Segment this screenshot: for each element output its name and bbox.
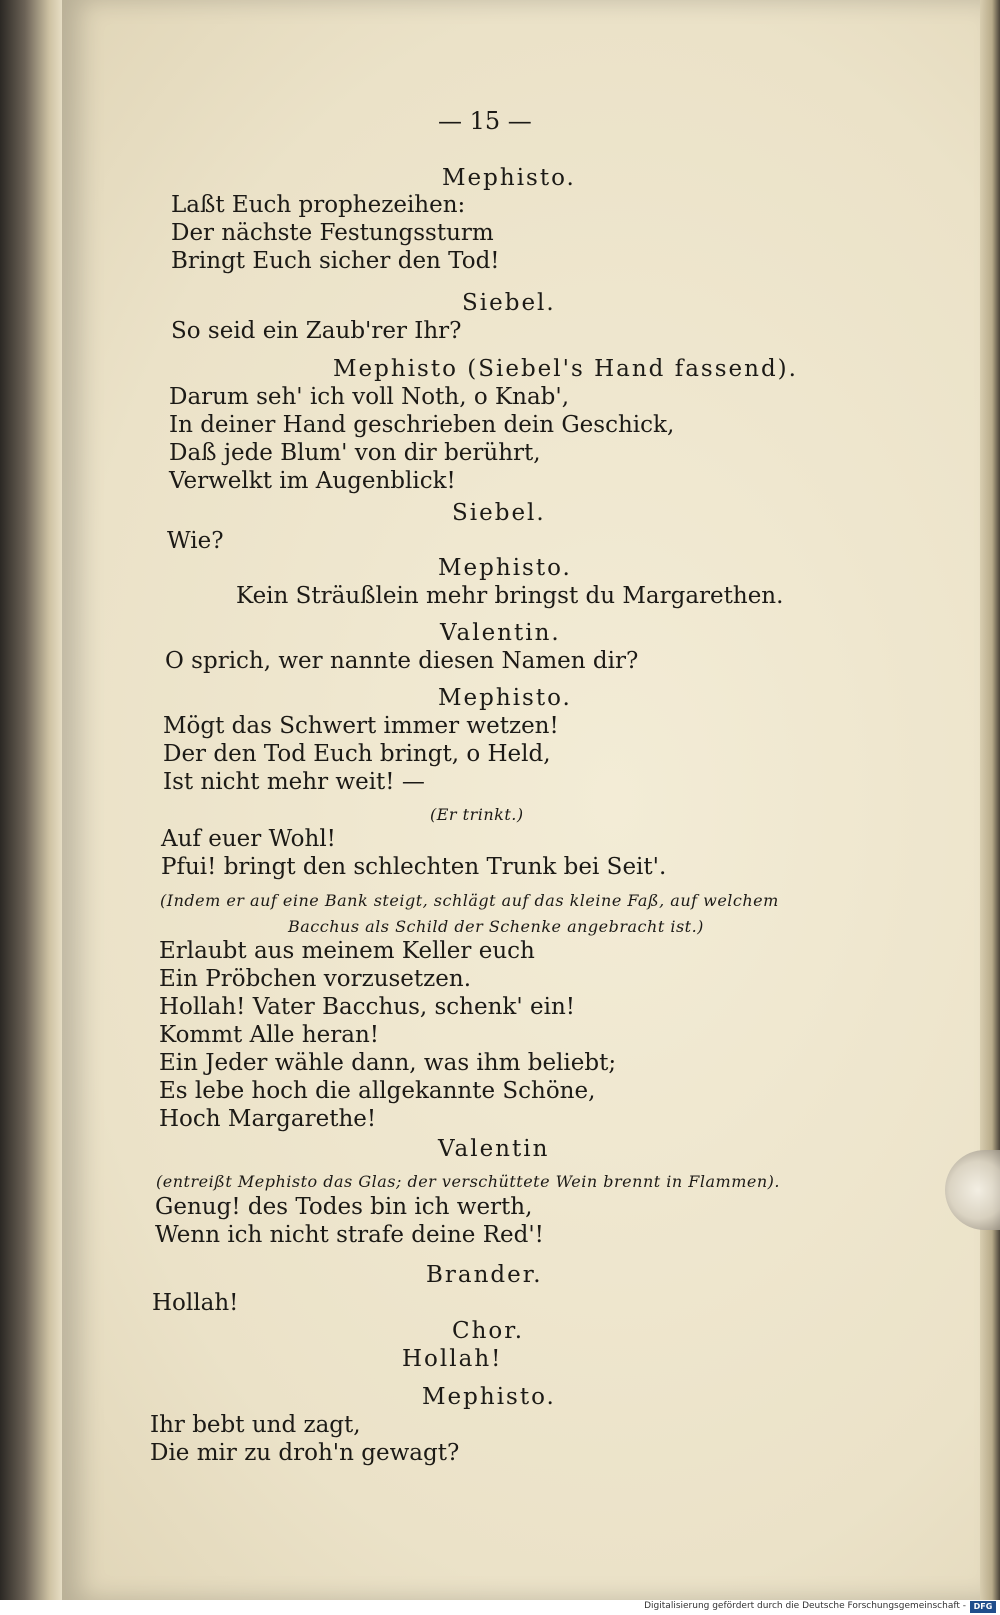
dfg-logo: DFG xyxy=(970,1601,996,1613)
page-right-edge xyxy=(980,0,1000,1600)
speaker-heading: Mephisto. xyxy=(438,555,572,581)
verse-line: Die mir zu droh'n gewagt? xyxy=(150,1440,460,1466)
verse-line: Auf euer Wohl! xyxy=(161,826,336,852)
verse-line: Mögt das Schwert immer wetzen! xyxy=(163,713,559,739)
speaker-heading: Mephisto. xyxy=(442,165,576,191)
verse-line: Bringt Euch sicher den Tod! xyxy=(171,248,500,274)
speaker-heading: Hollah! xyxy=(402,1346,503,1372)
verse-line: Der den Tod Euch bringt, o Held, xyxy=(163,741,551,767)
verse-line: Ein Pröbchen vorzusetzen. xyxy=(159,966,472,992)
speaker-heading: Siebel. xyxy=(452,500,546,526)
verse-line: Darum seh' ich voll Noth, o Knab', xyxy=(169,384,570,410)
verse-line: Der nächste Festungssturm xyxy=(171,220,494,246)
verse-line: Wie? xyxy=(167,528,224,554)
verse-line: Genug! des Todes bin ich werth, xyxy=(155,1194,533,1220)
verse-line: Kommt Alle heran! xyxy=(159,1022,380,1048)
stage-direction: (Er trinkt.) xyxy=(430,805,524,824)
speaker-heading: Siebel. xyxy=(462,290,556,316)
verse-line: Ihr bebt und zagt, xyxy=(150,1412,361,1438)
verse-line: Hollah! xyxy=(152,1290,239,1316)
book-binding-edge xyxy=(0,0,62,1615)
speaker-heading: Valentin. xyxy=(440,620,561,646)
stage-direction: Bacchus als Schild der Schenke angebracht ist.) xyxy=(288,917,704,936)
verse-line: Hollah! Vater Bacchus, schenk' ein! xyxy=(159,994,576,1020)
stage-direction: (Indem er auf eine Bank steigt, schlägt auf das kleine Faß, auf welchem xyxy=(160,891,779,910)
verse-line: Wenn ich nicht strafe deine Red'! xyxy=(155,1222,544,1248)
funding-credit: Digitalisierung gefördert durch die Deutsche Forschungsgemeinschaft - xyxy=(644,1601,966,1611)
speaker-heading: Mephisto. xyxy=(422,1384,556,1410)
verse-line: Ein Jeder wähle dann, was ihm beliebt; xyxy=(159,1050,617,1076)
verse-line: Verwelkt im Augenblick! xyxy=(169,468,456,494)
speaker-heading: Brander. xyxy=(426,1262,543,1288)
speaker-heading: Mephisto. xyxy=(438,685,572,711)
verse-line: Es lebe hoch die allgekannte Schöne, xyxy=(159,1078,596,1104)
speaker-heading: Mephisto (Siebel's Hand fassend). xyxy=(333,356,798,382)
speaker-heading: Valentin xyxy=(438,1136,550,1162)
verse-line: Erlaubt aus meinem Keller euch xyxy=(159,938,535,964)
verse-line: Kein Sträußlein mehr bringst du Margarethen. xyxy=(236,583,784,609)
verse-line: So seid ein Zaub'rer Ihr? xyxy=(171,318,462,344)
verse-line: Ist nicht mehr weit! — xyxy=(163,769,425,795)
verse-line: Daß jede Blum' von dir berührt, xyxy=(169,440,541,466)
speaker-heading: Chor. xyxy=(452,1318,525,1344)
page-number: — 15 — xyxy=(438,107,532,135)
verse-line: Pfui! bringt den schlechten Trunk bei Seit'. xyxy=(161,854,667,880)
verse-line: Laßt Euch prophezeihen: xyxy=(171,192,466,218)
verse-line: In deiner Hand geschrieben dein Geschick, xyxy=(169,412,675,438)
stage-direction: (entreißt Mephisto das Glas; der verschüttete Wein brennt in Flammen). xyxy=(156,1172,780,1191)
verse-line: Hoch Margarethe! xyxy=(159,1106,377,1132)
verse-line: O sprich, wer nannte diesen Namen dir? xyxy=(165,648,639,674)
